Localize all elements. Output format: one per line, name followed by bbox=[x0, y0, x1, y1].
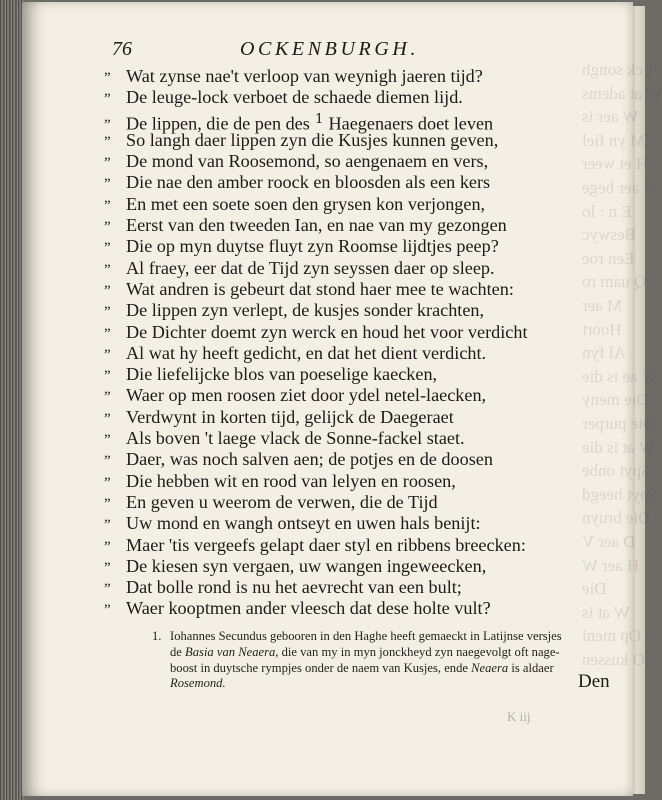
poem-line bbox=[104, 236, 624, 257]
quotation-mark: ” bbox=[104, 346, 111, 363]
show-through-line: W ae is die bbox=[582, 366, 658, 386]
show-through-line: Die bbox=[582, 579, 607, 599]
quotation-mark: ” bbox=[104, 155, 111, 172]
poem-line bbox=[104, 598, 624, 619]
footnote-line-3a: boost in duytsche rympjes onder de naem van Kusjes, ende bbox=[170, 660, 468, 675]
show-through-line: Die purper bbox=[582, 414, 656, 433]
footnote-line-3b: is aldaer bbox=[511, 660, 554, 675]
footnote-rosemond: Rosemond. bbox=[170, 676, 226, 691]
running-title: OCKENBURGH. bbox=[240, 38, 420, 60]
poem-line-text: Maer 'tis vergeefs gelapt daer styl en ribbens breecken: bbox=[126, 534, 526, 555]
quotation-mark: ” bbox=[104, 91, 111, 108]
poem-line-text: Al fraey, eer dat de Tijd zyn seyssen daer op sleep. bbox=[126, 257, 495, 278]
poem-line bbox=[104, 364, 624, 385]
poem-line-text: En met een soete soen den grysen kon verjongen, bbox=[126, 193, 486, 214]
poem-line bbox=[104, 66, 624, 87]
poem-line-text: So langh daer lippen zyn die Kusjes kunnen geven, bbox=[126, 129, 499, 150]
poem-line bbox=[104, 87, 624, 108]
show-through-line: Q uam ro bbox=[582, 272, 647, 292]
poem-line-text: En geven u weerom de verwen, die de Tijd bbox=[126, 491, 438, 512]
show-through-line: Die meny bbox=[582, 390, 649, 410]
quotation-mark: ” bbox=[104, 368, 111, 385]
quotation-mark: ” bbox=[104, 282, 111, 299]
poem-line-text: De kiesen syn vergaen, uw wangen ingeweecken, bbox=[126, 555, 487, 576]
poem-line bbox=[104, 535, 624, 556]
footnote-line-1: Iohannes Secundus gebooren in den Haghe heeft gemaeckt in Latijnse versjes bbox=[170, 629, 562, 643]
poem-line bbox=[104, 471, 624, 492]
poem-line bbox=[104, 343, 624, 364]
quotation-mark: ” bbox=[104, 495, 111, 512]
poem-line bbox=[104, 172, 624, 193]
poem-line-text: Uw mond en wangh ontseyt en uwen hals benijt: bbox=[126, 513, 481, 534]
poem-line-text: De leuge-lock verboet de schaede diemen lijd. bbox=[126, 87, 463, 108]
poem-line bbox=[104, 556, 624, 577]
quotation-mark: ” bbox=[104, 581, 111, 598]
footnote-line-2b: , die van my in myn jonckheyd zyn naegevolgt oft nage- bbox=[275, 644, 560, 659]
footnote-neaera: Neaera bbox=[471, 660, 509, 675]
poem-line bbox=[104, 492, 624, 513]
catchword: Den bbox=[578, 671, 610, 692]
poem-line bbox=[104, 215, 624, 236]
poem-line-text: Wat andren is gebeurt dat stond haer mee te wachten: bbox=[126, 278, 514, 299]
quotation-mark: ” bbox=[104, 219, 111, 236]
poem-line bbox=[104, 151, 624, 172]
show-through-line: E n : lo bbox=[582, 201, 632, 221]
quotation-mark: ” bbox=[104, 197, 111, 214]
poem-line bbox=[104, 300, 624, 321]
show-through-line: Hoort bbox=[582, 319, 622, 339]
footnote-reference: 1 bbox=[314, 111, 324, 127]
poem-line-text: Als boven 't laege vlack de Sonne-fackel staet. bbox=[126, 428, 465, 449]
book-page bbox=[22, 2, 662, 796]
poem-line-text: Waer op men roosen ziet door ydel netel-laecken, bbox=[126, 385, 487, 406]
show-through-line: Beswyc bbox=[582, 225, 636, 245]
poem-line bbox=[104, 513, 624, 534]
poem-line bbox=[104, 385, 624, 406]
poem-line-text: De lippen, die de pen des bbox=[126, 112, 310, 133]
show-through-line: Een roe bbox=[582, 248, 635, 268]
show-through-line: W at is die bbox=[582, 437, 655, 457]
poem-line-text: Die nae den amber roock en bloosden als een kers bbox=[126, 172, 491, 193]
show-through-line: Spyt onbe bbox=[582, 461, 651, 481]
quotation-mark: ” bbox=[104, 325, 111, 342]
poem-line-text: De lippen zyn verlept, de kusjes sonder krachten, bbox=[126, 300, 485, 321]
poem-line bbox=[104, 449, 624, 470]
poem-line-text-tail: Haegenaers doet leven bbox=[328, 112, 494, 133]
book-spine-edge bbox=[0, 0, 24, 800]
show-through-line: Al fyn bbox=[582, 343, 626, 363]
poem-line bbox=[104, 577, 624, 598]
quotation-mark: ” bbox=[104, 602, 111, 619]
poem-line bbox=[104, 319, 624, 343]
show-through-line: I ck songh bbox=[582, 60, 653, 79]
poem-line-text: Waer kooptmen ander vleesch dat dese holte vult? bbox=[126, 598, 491, 619]
poem-line bbox=[104, 194, 624, 215]
quotation-mark: ” bbox=[104, 240, 111, 257]
poem-line-text: Daer, was noch salven aen; de potjes en de doosen bbox=[126, 449, 493, 470]
poem-line bbox=[104, 109, 624, 133]
footnote-basia-title: Basia van Neaera bbox=[185, 644, 276, 659]
quotation-mark: ” bbox=[104, 432, 111, 449]
quotation-mark: ” bbox=[104, 517, 111, 534]
footnote bbox=[152, 629, 580, 692]
poem-line-text: De Dichter doemt zyn werck en houd het voor verdicht bbox=[126, 321, 528, 342]
poem-line-text: Die hebben wit en rood van lelyen en roosen, bbox=[126, 470, 456, 491]
poem-line-text: Al wat hy heeft gedicht, en dat het dient verdicht. bbox=[126, 342, 487, 363]
show-through-line: Spyt heegd bbox=[582, 484, 659, 504]
quotation-mark: ” bbox=[104, 176, 111, 193]
quotation-mark: ” bbox=[104, 559, 111, 576]
show-through-line: D aer V bbox=[582, 532, 636, 551]
poem-line-text: Die liefelijcke blos van poeselige kaecken, bbox=[126, 364, 438, 385]
signature-mark: K iij bbox=[507, 709, 531, 724]
poem-line-text: De mond van Roosemond, so aengenaem en vers, bbox=[126, 151, 489, 172]
show-through-line: H aer bege bbox=[582, 178, 656, 197]
quotation-mark: ” bbox=[104, 304, 111, 321]
quotation-mark: ” bbox=[104, 538, 111, 555]
show-through-line: O kussen bbox=[582, 650, 645, 669]
quotation-mark: ” bbox=[104, 410, 111, 427]
poem-line bbox=[104, 407, 624, 428]
poem-line bbox=[104, 130, 624, 151]
quotation-mark: ” bbox=[104, 133, 111, 150]
next-page-edge bbox=[631, 6, 645, 794]
quotation-mark: ” bbox=[104, 453, 111, 470]
show-through-line: W at is bbox=[582, 602, 630, 622]
poem-line bbox=[104, 279, 624, 300]
show-through-line: Die bruyn bbox=[582, 508, 651, 528]
poem-line-text: Eerst van den tweeden Ian, en nae van my gezongen bbox=[126, 215, 507, 236]
poem-line bbox=[104, 428, 624, 449]
poem-line-text: Dat bolle rond is nu het aevrecht van een bult; bbox=[126, 577, 462, 598]
page-header bbox=[22, 38, 633, 68]
poem-line-text: Wat zynse nae't verloop van weynigh jaeren tijd? bbox=[126, 66, 483, 86]
show-through-line: Op meni bbox=[582, 626, 642, 646]
show-through-line: H aer W bbox=[582, 555, 640, 575]
poem-body bbox=[104, 66, 624, 620]
quotation-mark: ” bbox=[104, 389, 111, 406]
show-through-line: M aer bbox=[582, 296, 623, 315]
quotation-mark: ” bbox=[104, 116, 111, 133]
poem-line-text: Verdwynt in korten tijd, gelijck de Daegeraet bbox=[126, 406, 454, 427]
footnote-marker: 1. bbox=[152, 629, 162, 643]
show-through-line: W aer is bbox=[582, 107, 639, 127]
show-through-line: H et weer bbox=[582, 154, 649, 174]
quotation-mark: ” bbox=[104, 474, 111, 491]
show-through-line: W at adems bbox=[582, 83, 662, 103]
poem-line-text: Die op myn duytse fluyt zyn Roomse lijdtjes peep? bbox=[126, 236, 499, 257]
quotation-mark: ” bbox=[104, 261, 111, 278]
show-through-line: M yn fiel bbox=[582, 130, 646, 150]
page-number: 76 bbox=[112, 38, 132, 60]
poem-line bbox=[104, 258, 624, 279]
footnote-line-2a: de bbox=[170, 644, 182, 659]
quotation-mark: ” bbox=[104, 70, 111, 86]
